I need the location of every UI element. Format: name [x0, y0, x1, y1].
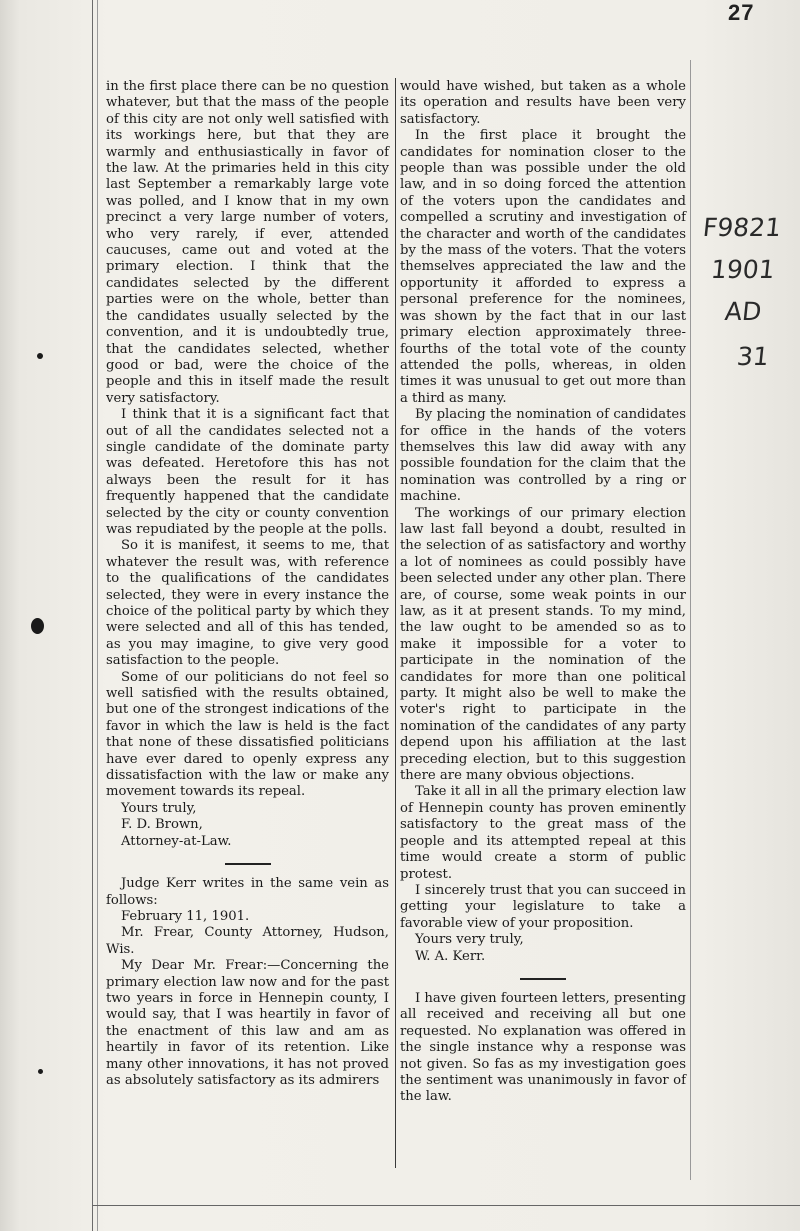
paragraph: Some of our politicians do not feel so well satisfied with the results obtained, but one of the strongest indications of the favor in which the law is held is the fact that none of these dissatisfied politicians have ever dared to openly express any dissatisfaction with the law or make any movement towards its repeal. — [106, 669, 389, 800]
clipping-edge — [690, 60, 691, 1180]
handwritten-note-line1: F9821 — [701, 213, 783, 242]
paragraph: My Dear Mr. Frear:—Concerning the primary election law now and for the past two years in force in Hennepin county, I would say, that I was heartily in favor of the enactment of this law and am as heartily in favor of its retention. Like many other innovations, it has not proved as absolutely satisfactory as its admirers — [106, 958, 389, 1088]
paragraph: I think that it is a significant fact that out of all the candidates selected not a single candidate of the dominate party was defeated. Heretofore this has not always been the result for it has frequently happened that the candidate selected by the city or county convention was repudiated by the people at the polls. — [106, 407, 389, 537]
left-column — [106, 79, 389, 1089]
handwritten-note-line4: 31 — [735, 342, 771, 371]
paragraph: I have given fourteen letters, presenting all received and receiving all but one requested. No explanation was offered in the single instance why a response was not given. So fas as my investigation goes the sentiment was unanimously in favor of the law. — [400, 990, 686, 1105]
paragraph: Take it all in all the primary election law of Hennepin county has proven eminently satisfactory to the great mass of the people and its attempted repeal at this time would create a storm of public protest. — [400, 784, 686, 882]
column-divider — [395, 78, 396, 1168]
paragraph: would have wished, but taken as a whole its operation and results have been very satisfactory. — [400, 79, 686, 127]
signature-name: W. A. Kerr. — [415, 948, 486, 964]
bottom-rule — [92, 1205, 800, 1206]
paragraph: in the first place there can be no question whatever, but that the mass of the people of this city are not only well satisfied with its workings here, but that they are warmly and enthusiastically in favor of the law. At the primaries held in this city last September a remarkably large vote was polled, and I know that in my own precinct a very large number of voters, who very rarely, if ever, attended caucuses, came out and voted at the primary election. I think that the candidates selected by the different parties were on the whole, better than the candidates usually selected by the convention, and it is undoubtedly true, that the candidates selected, whether good or bad, were the choice of the people and this in itself made the result very satisfactory. — [106, 79, 389, 406]
letter-address: Mr. Frear, County Attorney, Hudson, Wis. — [106, 925, 389, 957]
signature-name: F. D. Brown, — [121, 817, 203, 833]
margin-rule-inner — [97, 0, 98, 1231]
ink-spot — [38, 1069, 43, 1074]
signature-closing: Yours truly, — [121, 800, 197, 816]
paragraph: So it is manifest, it seems to me, that whatever the result was, with reference to the qualifications of the candidates selected, they were in every instance the choice of the political party by which they were selected and all of this has tended, as you may imagine, to give very good satisfaction to the people. — [106, 538, 389, 669]
paragraph: In the first place it brought the candidates for nomination closer to the people than was possible under the old law, and in so doing forced the attention of the voters upon the candidates and compelled a scrutiny and investigation of the character and worth of the candidates by the mass of the voters. That the voters themselves appreciated the law and the opportunity it afforded to express a personal preference for the nominees, was shown by the fact that in our last primary election approximately three-fourths of the total vote of the county attended the polls, whereas, in olden times it was unusual to get out more than a third as many. — [400, 128, 686, 406]
section-divider — [225, 863, 271, 865]
ink-spot — [37, 353, 43, 359]
handwritten-note-line3: AD — [723, 297, 763, 326]
page-number: 27 — [728, 0, 755, 25]
paragraph: Judge Kerr writes in the same vein as follows: — [106, 876, 389, 908]
section-divider — [520, 978, 566, 980]
signature-closing: Yours very truly, — [415, 932, 524, 948]
margin-rule — [92, 0, 93, 1231]
paragraph: By placing the nomination of candidates for office in the hands of the voters themselves this law did away with any possible foundation for the claim that the nomination was controlled by a ring or machine. — [400, 407, 686, 505]
right-column — [400, 79, 686, 1106]
signature-title: Attorney-at-Law. — [121, 833, 232, 849]
paragraph: The workings of our primary election law last fall beyond a doubt, resulted in the selection of as satisfactory and worthy a lot of nominees as could possibly have been selected under any other plan. There are, of course, some weak points in our law, as it at present stands. To my mind, the law ought to be amended so as to make it impossible for a voter to participate in the nomination of the candidates for more than one political party. It might also be well to make the voter's right to participate in the nomination of the candidates of any party depend upon his affiliation at the last preceding election, but to this suggestion there are many obvious objections. — [400, 505, 686, 784]
paragraph: I sincerely trust that you can succeed in getting your legislature to take a favorable view of your proposition. — [400, 882, 686, 931]
ink-spot — [31, 618, 44, 634]
handwritten-note-line2: 1901 — [709, 255, 777, 284]
letter-date: February 11, 1901. — [121, 908, 250, 924]
